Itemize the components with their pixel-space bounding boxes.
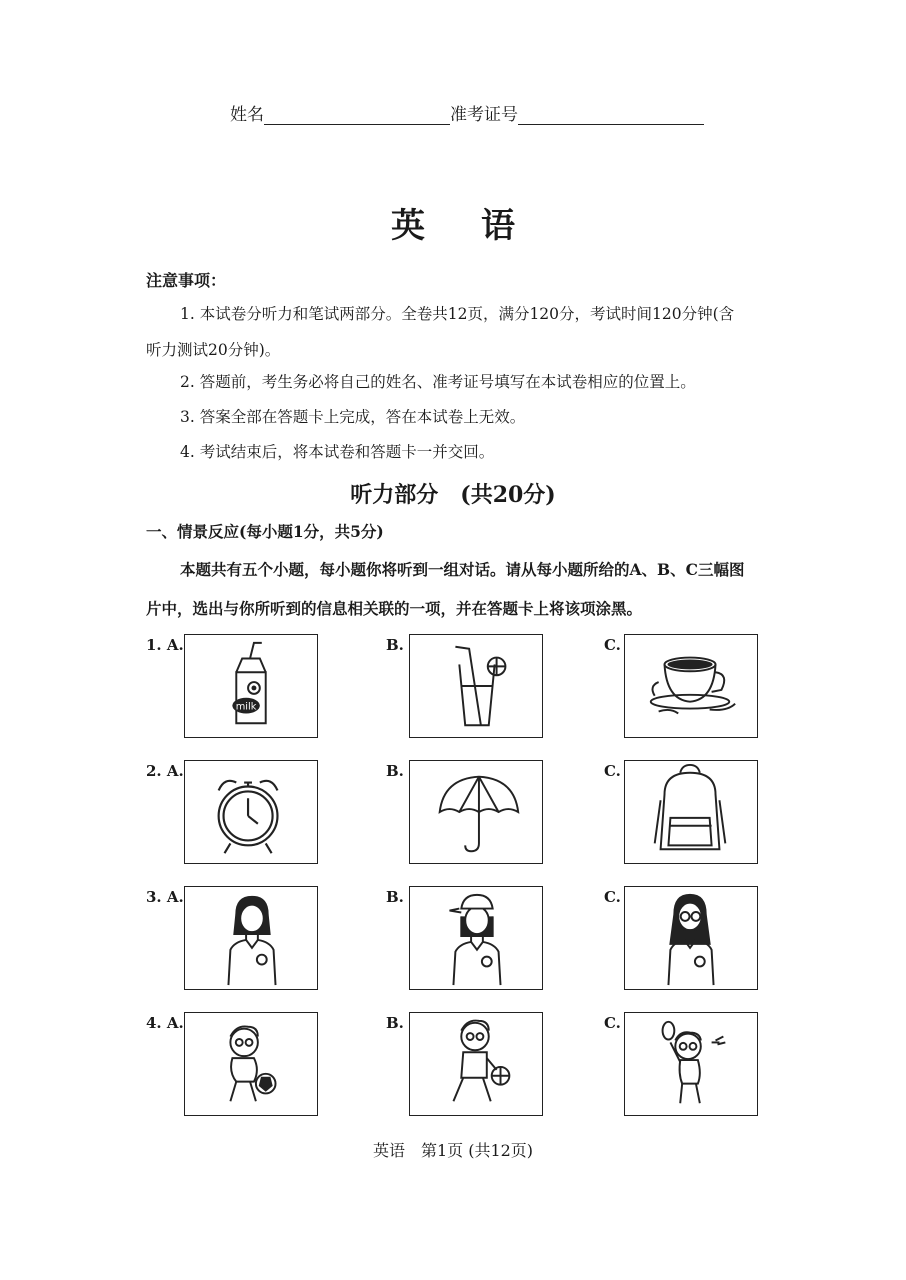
candidate-info-line (230, 100, 704, 125)
exam-id-field[interactable] (518, 106, 704, 125)
q4-label: 4. A. (146, 1014, 184, 1032)
notice-heading: 注意事项： (146, 271, 227, 290)
q1-label: 1. A. (146, 636, 184, 654)
notice-item-3: 3. 答案全部在答题卡上完成，答在本试卷上无效。 (180, 408, 526, 426)
q1-image-c[interactable] (624, 634, 758, 738)
q1-image-b[interactable] (409, 634, 543, 738)
notice-item-2: 2. 答题前，考生务必将自己的姓名、准考证号填写在本试卷相应的位置上。 (180, 373, 696, 391)
q4-image-b[interactable] (409, 1012, 543, 1116)
umbrella-icon (410, 761, 542, 863)
backpack-icon (625, 761, 757, 863)
girl-plain-icon (185, 887, 317, 989)
girl-glasses-icon (625, 887, 757, 989)
juice-glass-icon (410, 635, 542, 737)
part1-heading: 一、情景反应(每小题1分，共5分) (146, 522, 384, 541)
q2-image-c[interactable] (624, 760, 758, 864)
tea-cup-icon (625, 635, 757, 737)
notice-item-1-cont: 听力测试20分钟)。 (146, 341, 281, 359)
q4-image-c[interactable] (624, 1012, 758, 1116)
boy-badminton-icon (625, 1013, 757, 1115)
name-label: 姓名 (230, 105, 264, 125)
milk-carton-icon (185, 635, 317, 737)
q1-option-b: B. (386, 636, 404, 654)
page-footer: 英语 第1页 (共12页) (372, 1141, 534, 1160)
notice-item-1: 1. 本试卷分听力和笔试两部分。全卷共12页，满分120分，考试时间120分钟(含 (180, 305, 735, 323)
milk-label: milk (235, 701, 257, 713)
alarm-clock-icon (185, 761, 317, 863)
boy-football-icon (185, 1013, 317, 1115)
q3-label: 3. A. (146, 888, 184, 906)
instruction-line-1: 本题共有五个小题，每小题你将听到一组对话。请从每小题所给的A、B、C三幅图 (180, 560, 745, 579)
instruction-line-2: 片中，选出与你所听到的信息相关联的一项，并在答题卡上将该项涂黑。 (146, 599, 643, 618)
q3-image-c[interactable] (624, 886, 758, 990)
listening-section-title: 听力部分 (共20分) (350, 482, 556, 508)
name-field[interactable] (264, 106, 450, 125)
q2-image-a[interactable] (184, 760, 318, 864)
q1-image-a[interactable] (184, 634, 318, 738)
boy-basketball-icon (410, 1013, 542, 1115)
q4-option-c: C. (604, 1014, 621, 1032)
girl-cap-icon (410, 887, 542, 989)
q3-image-b[interactable] (409, 886, 543, 990)
q2-option-c: C. (604, 762, 621, 780)
q2-image-b[interactable] (409, 760, 543, 864)
q4-option-b: B. (386, 1014, 404, 1032)
q3-image-a[interactable] (184, 886, 318, 990)
q1-option-c: C. (604, 636, 621, 654)
page-title: 英语 (391, 206, 571, 246)
q4-image-a[interactable] (184, 1012, 318, 1116)
notice-item-4: 4. 考试结束后，将本试卷和答题卡一并交回。 (180, 443, 495, 461)
q2-label: 2. A. (146, 762, 184, 780)
exam-id-label: 准考证号 (450, 105, 518, 125)
q2-option-b: B. (386, 762, 404, 780)
q3-option-b: B. (386, 888, 404, 906)
q3-option-c: C. (604, 888, 621, 906)
